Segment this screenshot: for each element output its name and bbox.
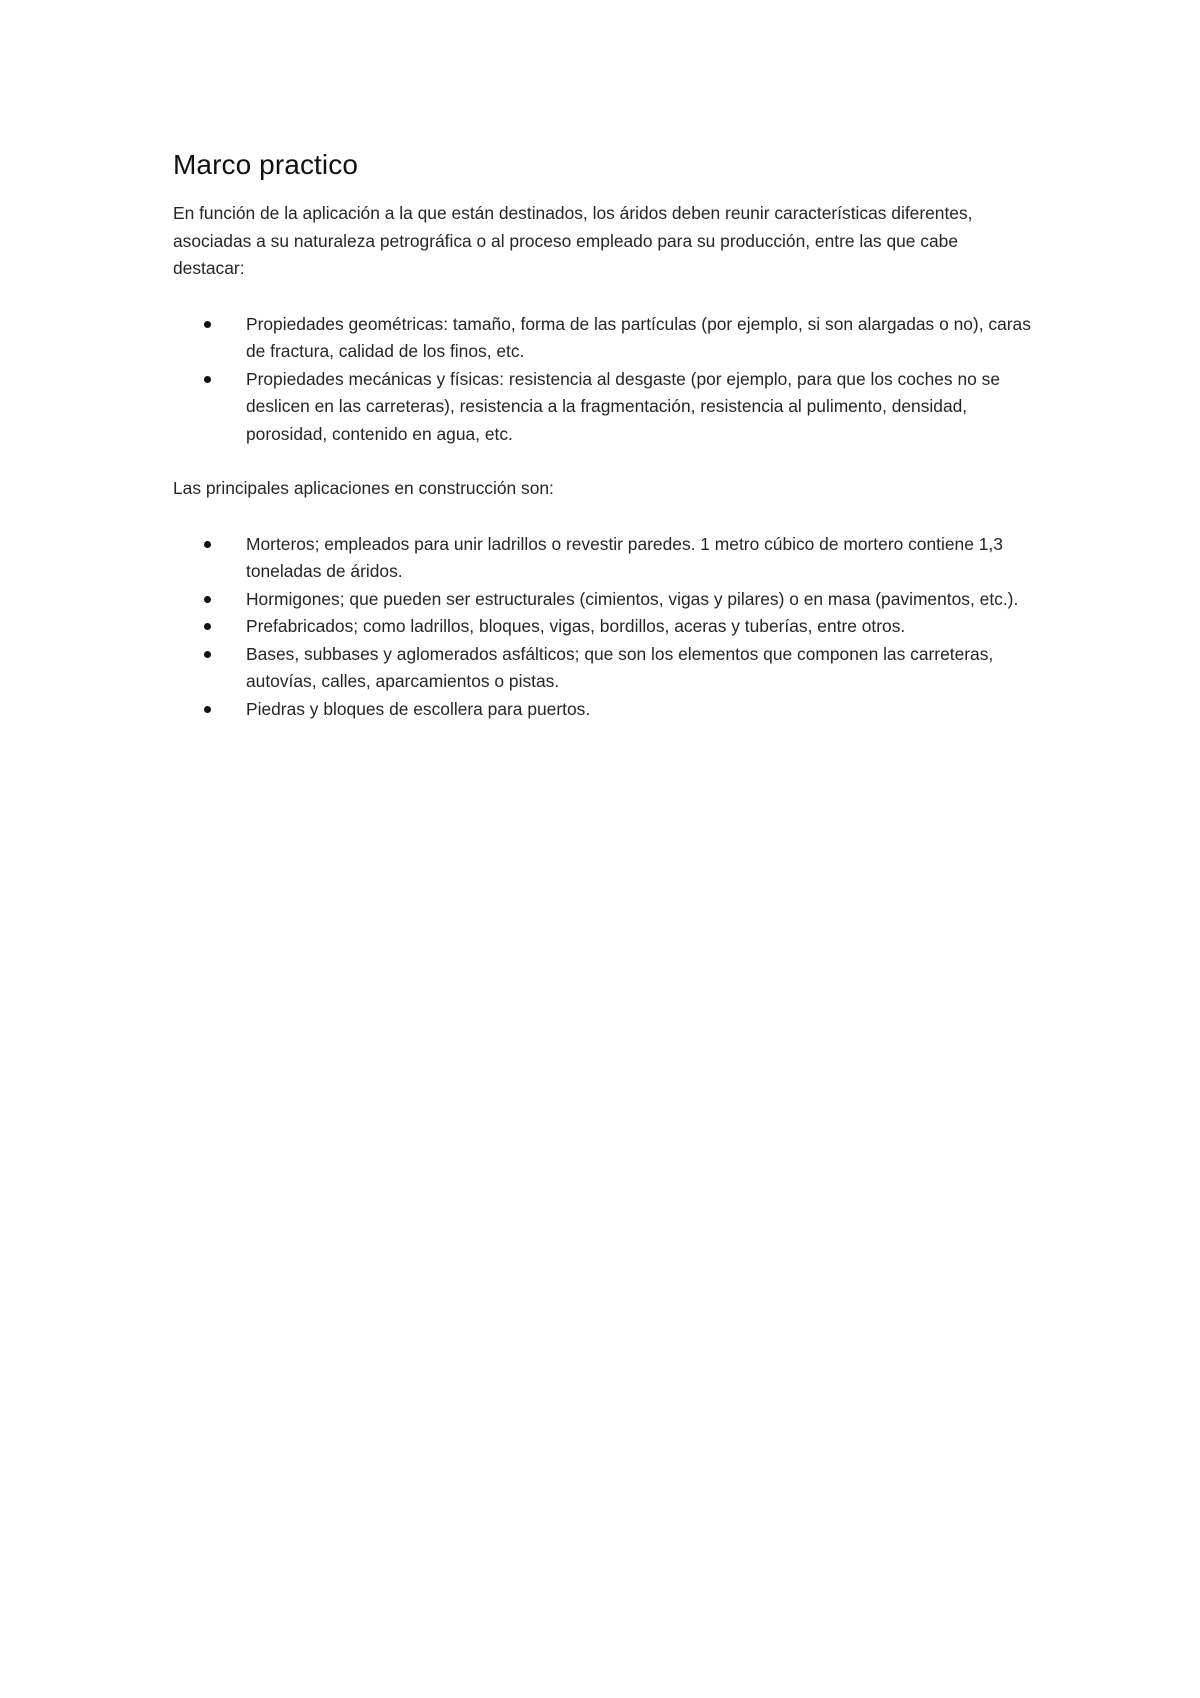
list-item bbox=[173, 311, 1033, 366]
list-item-text: Propiedades mecánicas y físicas: resistencia al desgaste (por ejemplo, para que los coches no se deslicen en las carreteras), resistencia a la fragmentación, resistencia al pulimento, densidad, porosidad, contenido en agua, etc. bbox=[246, 368, 1000, 444]
list-item bbox=[173, 613, 1033, 641]
list-item bbox=[173, 586, 1033, 614]
bullet-icon bbox=[204, 541, 211, 548]
bullet-icon bbox=[204, 623, 211, 630]
applications-list bbox=[173, 531, 1033, 724]
list-item-text: Bases, subbases y aglomerados asfálticos; que son los elementos que componen las carreteras, autovías, calles, aparcamientos o pistas. bbox=[246, 643, 994, 691]
list-item bbox=[173, 696, 1033, 724]
list-item-text: Hormigones; que pueden ser estructurales (cimientos, vigas y pilares) o en masa (pavimentos, etc.). bbox=[246, 588, 1019, 609]
list-item bbox=[173, 641, 1033, 696]
list-item-text: Propiedades geométricas: tamaño, forma de las partículas (por ejemplo, si son alargadas o no), caras de fractura, calidad de los finos, etc. bbox=[246, 313, 1031, 361]
bullet-icon bbox=[204, 706, 211, 713]
intro-paragraph: En función de la aplicación a la que están destinados, los áridos deben reunir características diferentes, asociadas a su naturaleza petrográfica o al proceso empleado para su producción, entre las que cabe destacar: bbox=[173, 203, 973, 278]
applications-intro: Las principales aplicaciones en construcción son: bbox=[173, 478, 554, 498]
properties-list bbox=[173, 311, 1033, 449]
list-item-text: Piedras y bloques de escollera para puertos. bbox=[246, 698, 591, 719]
list-item bbox=[173, 366, 1033, 449]
bullet-icon bbox=[204, 651, 211, 658]
document-title: Marco practico bbox=[173, 149, 359, 180]
bullet-icon bbox=[204, 376, 211, 383]
list-item bbox=[173, 531, 1033, 586]
bullet-icon bbox=[204, 321, 211, 328]
list-item-text: Prefabricados; como ladrillos, bloques, vigas, bordillos, aceras y tuberías, entre otros. bbox=[246, 616, 906, 636]
list-item-text: Morteros; empleados para unir ladrillos o revestir paredes. 1 metro cúbico de mortero contiene 1,3 toneladas de áridos. bbox=[246, 533, 1003, 581]
bullet-icon bbox=[204, 596, 211, 603]
document-content bbox=[173, 148, 1033, 750]
